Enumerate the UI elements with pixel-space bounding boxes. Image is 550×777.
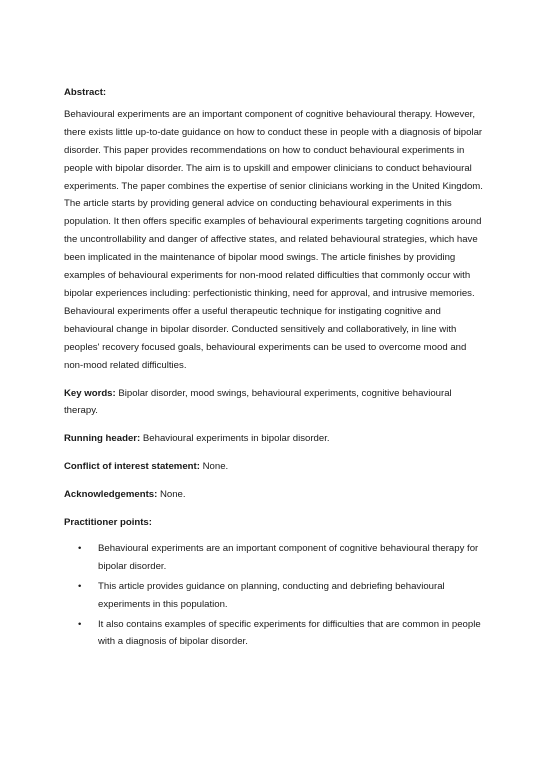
bullet-icon: •: [78, 580, 82, 592]
list-item-text: Behavioural experiments are an important component of cognitive behavioural therapy for bipolar disorder.: [98, 542, 479, 572]
running-header-value: Behavioural experiments in bipolar disorder.: [140, 433, 330, 445]
document-page: [64, 84, 488, 653]
keywords-line: [64, 385, 488, 421]
list-item-text: It also contains examples of specific experiments for difficulties that are common in people with a diagnosis of bipolar disorder.: [98, 618, 481, 648]
practitioner-points-heading: Practitioner points:: [64, 517, 152, 529]
acknowledgements-value: None.: [157, 489, 186, 501]
conflict-value: None.: [199, 461, 229, 473]
keywords-value: Bipolar disorder, mood swings, behavioural experiments, cognitive behavioural therapy.: [64, 387, 452, 417]
conflict-line: [64, 458, 488, 476]
abstract-body: Behavioural experiments are an important component of cognitive behavioural therapy. However, there exists little up-to-date guidance on how to conduct these in people with a diagnosis of bipolar disorder. This paper provides recommendations on how to conduct behavioural experiments in people with bipolar disorder. The aim is to upskill and empower clinicians to conduct behavioural experiments. The paper combines the expertise of senior clinicians working in the United Kingdom. The article starts by providing general advice on conducting behavioural experiments in this population. It then offers specific examples of behavioural experiments targeting cognitions around the uncontrollability and danger of affective states, and related behavioural strategies, which have been implicated in the maintenance of bipolar mood swings. The article finishes by providing examples of behavioural experiments for non-mood related difficulties that commonly occur with bipolar experiences including: perfectionistic thinking, need for approval, and intrusive memories. Behavioural experiments offer a useful therapeutic technique for instigating cognitive and behavioural change in bipolar disorder. Conducted sensitively and collaboratively, in line with peoples' recovery focused goals, behavioural experiments can be used to overcome mood and non-mood related difficulties.: [64, 108, 483, 371]
acknowledgements-line: [64, 486, 488, 504]
conflict-label: Conflict of interest statement:: [64, 461, 200, 473]
running-header-label: Running header:: [64, 433, 141, 445]
acknowledgements-label: Acknowledgements:: [64, 489, 158, 501]
bullet-icon: •: [78, 618, 82, 630]
practitioner-points-list: [64, 540, 488, 651]
bullet-icon: •: [78, 542, 82, 554]
list-item: [64, 578, 488, 614]
list-item: [64, 616, 488, 652]
list-item: [64, 540, 488, 576]
running-header-line: [64, 430, 488, 448]
list-item-text: This article provides guidance on planning, conducting and debriefing behavioural experiments in this population.: [98, 580, 445, 610]
abstract-heading: Abstract:: [64, 87, 107, 98]
keywords-label: Key words:: [64, 387, 116, 399]
